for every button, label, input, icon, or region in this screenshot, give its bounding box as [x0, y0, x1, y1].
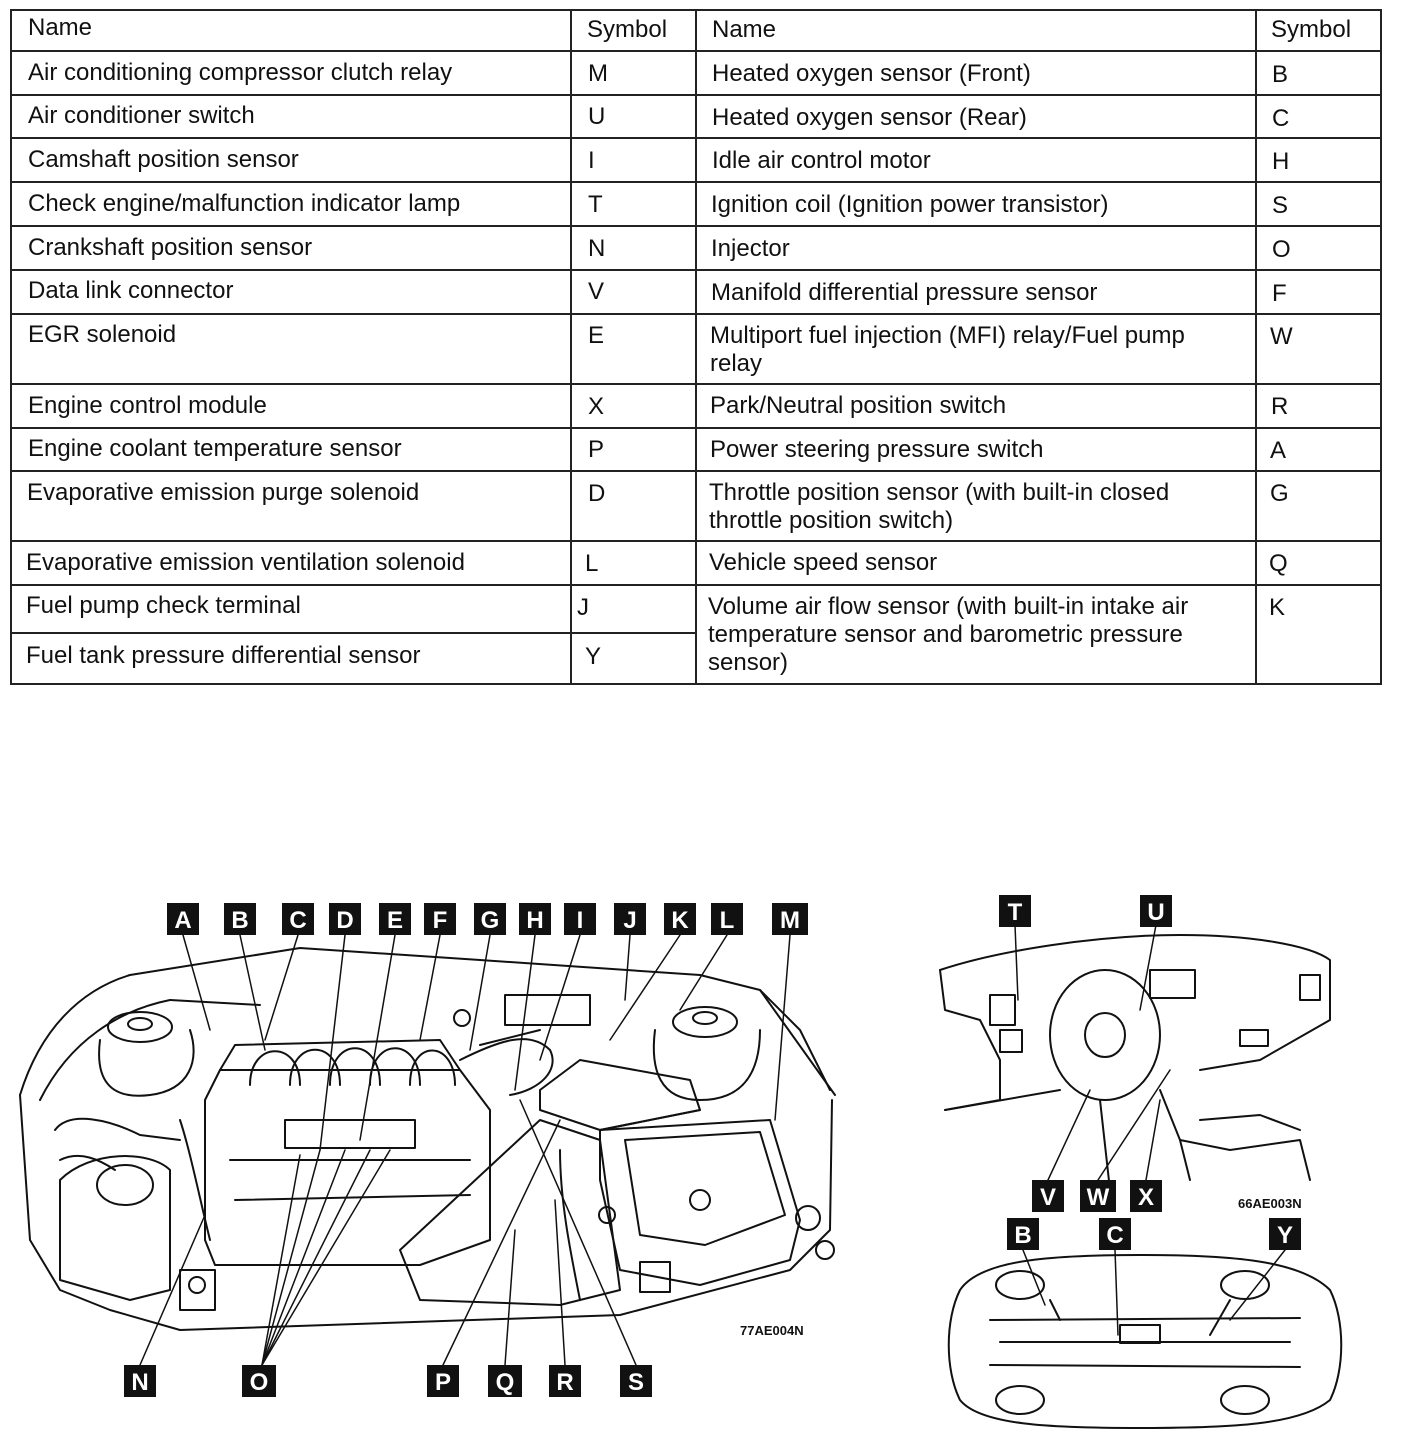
right-row-name: Multiport fuel injection (MFI) relay/Fuel pump relay	[710, 322, 1185, 377]
left-row-symbol: P	[588, 436, 605, 463]
svg-text:L: L	[719, 907, 735, 934]
left-row-name: Air conditioner switch	[28, 102, 255, 129]
dashboard-drawing	[940, 935, 1330, 1190]
badge-P	[427, 1365, 459, 1397]
svg-text:G: G	[480, 907, 500, 934]
badge-B	[224, 903, 256, 935]
right-row-symbol: K	[1269, 594, 1286, 621]
svg-text:X: X	[1137, 1184, 1155, 1211]
engine-bay-drawing	[20, 948, 835, 1330]
right-row-symbol: G	[1270, 480, 1289, 507]
right-row-name: Power steering pressure switch	[710, 436, 1044, 463]
right-row-name: Idle air control motor	[712, 147, 931, 174]
right-row-name: Heated oxygen sensor (Rear)	[712, 104, 1027, 131]
badge-U	[1140, 895, 1172, 927]
header-name-left: Name	[28, 14, 93, 41]
badge-F	[424, 903, 456, 935]
right-row-name: Vehicle speed sensor	[709, 549, 938, 576]
svg-text:D: D	[336, 907, 354, 934]
left-row-name: Data link connector	[28, 277, 234, 304]
svg-text:S: S	[627, 1369, 645, 1396]
badge-Q	[488, 1365, 522, 1397]
engine-top-badges	[167, 903, 808, 935]
svg-text:C: C	[289, 907, 307, 934]
underbody-badges	[1007, 1218, 1301, 1250]
svg-text:K: K	[671, 907, 689, 934]
right-row-name: Injector	[711, 235, 790, 262]
right-row-name: Manifold differential pressure sensor	[711, 279, 1098, 306]
badge-D	[329, 903, 361, 935]
svg-text:V: V	[1039, 1184, 1057, 1211]
left-row-symbol: Y	[585, 643, 602, 670]
right-row-symbol: H	[1272, 148, 1290, 175]
svg-text:M: M	[780, 907, 800, 934]
svg-text:J: J	[623, 907, 637, 934]
left-row-name: Engine control module	[28, 392, 267, 419]
svg-text:Q: Q	[495, 1369, 515, 1396]
engine-bottom-badges	[124, 1365, 652, 1397]
svg-text:C: C	[1106, 1222, 1124, 1249]
right-row-name: Throttle position sensor (with built-in closed throttle position switch)	[709, 479, 1170, 534]
badge-A	[167, 903, 199, 935]
underbody-drawing	[949, 1255, 1342, 1428]
badge-K	[664, 903, 696, 935]
left-row-name: Crankshaft position sensor	[28, 234, 313, 261]
left-row-symbol: E	[588, 322, 605, 349]
svg-text:P: P	[434, 1369, 452, 1396]
left-row-symbol: T	[588, 191, 603, 218]
right-row-symbol: B	[1272, 61, 1289, 88]
right-row-symbol: S	[1272, 192, 1289, 219]
badge-J	[614, 903, 646, 935]
badge-T	[999, 895, 1031, 927]
left-row-symbol: N	[588, 235, 606, 262]
left-row-symbol: D	[588, 480, 606, 507]
header-name-right: Name	[712, 16, 777, 43]
dashboard-badges	[999, 895, 1172, 1212]
svg-text:R: R	[556, 1369, 574, 1396]
left-row-symbol: U	[588, 103, 606, 130]
badge-C	[282, 903, 314, 935]
right-row-name: Ignition coil (Ignition power transistor)	[711, 191, 1109, 218]
badge-R	[549, 1365, 581, 1397]
badge-H	[519, 903, 551, 935]
badge-I	[564, 903, 596, 935]
right-row-name: Volume air flow sensor (with built-in intake air temperature sensor and barometric pressure sensor)	[708, 593, 1189, 676]
right-row-symbol: Q	[1269, 550, 1288, 577]
left-row-name: Evaporative emission purge solenoid	[27, 479, 420, 506]
underbody-leader-lines	[1023, 1250, 1285, 1335]
svg-text:O: O	[249, 1369, 269, 1396]
badge-C-underbody	[1099, 1218, 1131, 1250]
left-row-name: Fuel pump check terminal	[26, 592, 301, 619]
right-row-name: Park/Neutral position switch	[710, 392, 1007, 419]
badge-G	[474, 903, 506, 935]
badge-S	[620, 1365, 652, 1397]
right-row-symbol: C	[1272, 105, 1290, 132]
header-symbol-right: Symbol	[1271, 16, 1352, 43]
svg-text:U: U	[1147, 899, 1165, 926]
left-row-name: Check engine/malfunction indicator lamp	[28, 190, 461, 217]
dashboard-figure-code: 66AE003N	[1238, 1196, 1302, 1211]
left-row-symbol: L	[585, 550, 599, 577]
svg-text:T: T	[1007, 899, 1023, 926]
left-row-symbol: J	[577, 594, 589, 621]
left-row-symbol: V	[588, 278, 605, 305]
badge-M	[772, 903, 808, 935]
left-row-name: Camshaft position sensor	[28, 146, 299, 173]
svg-text:B: B	[231, 907, 249, 934]
left-row-name: EGR solenoid	[28, 321, 177, 348]
badge-O	[242, 1365, 276, 1397]
svg-text:B: B	[1014, 1222, 1032, 1249]
svg-text:A: A	[174, 907, 192, 934]
badge-W	[1080, 1180, 1116, 1212]
right-row-symbol: A	[1270, 437, 1287, 464]
right-row-symbol: F	[1272, 280, 1287, 307]
right-row-symbol: R	[1271, 393, 1289, 420]
left-row-name: Evaporative emission ventilation solenoid	[26, 549, 465, 576]
svg-text:H: H	[526, 907, 544, 934]
left-row-symbol: M	[588, 60, 608, 87]
header-symbol-left: Symbol	[587, 16, 668, 43]
engine-leader-lines	[140, 935, 790, 1365]
badge-L	[711, 903, 743, 935]
left-row-name: Air conditioning compressor clutch relay	[28, 59, 453, 86]
left-row-name: Engine coolant temperature sensor	[28, 435, 402, 462]
right-row-name: Heated oxygen sensor (Front)	[712, 60, 1031, 87]
badge-E	[379, 903, 411, 935]
svg-text:F: F	[432, 907, 448, 934]
right-row-symbol: W	[1270, 323, 1293, 350]
badge-N	[124, 1365, 156, 1397]
svg-text:E: E	[386, 907, 404, 934]
svg-text:N: N	[131, 1369, 149, 1396]
badge-B-underbody	[1007, 1218, 1039, 1250]
svg-text:W: W	[1086, 1184, 1110, 1211]
left-row-symbol: I	[588, 147, 595, 174]
right-row-symbol: O	[1272, 236, 1291, 263]
svg-text:Y: Y	[1276, 1222, 1294, 1249]
svg-text:I: I	[576, 907, 584, 934]
badge-Y	[1269, 1218, 1301, 1250]
left-row-name: Fuel tank pressure differential sensor	[26, 642, 421, 669]
badge-V	[1032, 1180, 1064, 1212]
left-row-symbol: X	[588, 393, 605, 420]
badge-X	[1130, 1180, 1162, 1212]
engine-figure-code: 77AE004N	[740, 1323, 804, 1338]
